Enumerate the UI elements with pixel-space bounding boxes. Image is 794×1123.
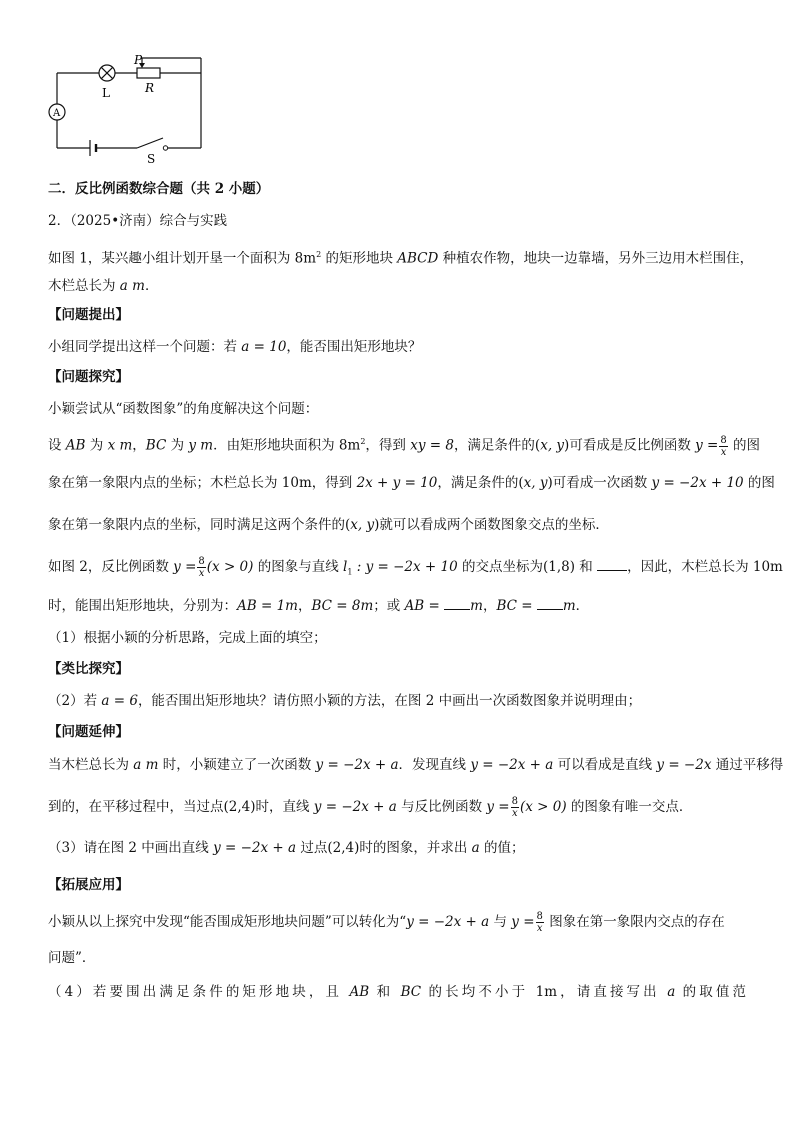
heading-extended-application: 【拓展应用】 — [48, 877, 129, 893]
subquestion-2: （2）若 a = 6，能否围出矩形地块？请仿照小颖的方法，在图 2 中画出一次函数图象并说明理由； — [48, 693, 642, 709]
explore-line-4: 象在第一象限内点的坐标，同时满足这两个条件的(x, y)就可以看成两个函数图象交点的坐标． — [48, 517, 609, 533]
circuit-diagram — [44, 54, 214, 166]
explore-line-2: 设 AB 为 x m，BC 为 y m．由矩形地块面积为 $8m^2$，得到 xy = 8，满足条件的(x, y)可看成是反比例函数 y = $\frac{8}{x}$ 的图 — [48, 434, 761, 458]
section-title: 二．反比例函数综合题（共 2 小题） — [48, 181, 270, 197]
heading-problem-explore: 【问题探究】 — [48, 369, 129, 385]
figure2-line-2: 时，能围出矩形地块，分别为：AB = 1m，BC = 8m；或 AB = m，BC = m． — [48, 598, 590, 614]
label-p: P — [134, 54, 143, 67]
intro-line-1: 如图 1，某兴趣小组计划开垦一个面积为 $8m^2$ 的矩形地块 ABCD 种植农作物，地块一边靠墙，另外三边用木栏围住， — [48, 250, 754, 267]
application-line-2: 问题”． — [48, 950, 96, 966]
blank-ab[interactable] — [444, 597, 470, 610]
explore-line-1: 小颖尝试从“函数图象”的角度解决这个问题： — [48, 401, 319, 417]
label-a: A — [53, 108, 61, 119]
blank-bc[interactable] — [537, 597, 563, 610]
fraction-8-over-x: $\frac{8}{x}$ — [720, 434, 727, 458]
label-r: R — [145, 81, 155, 95]
application-line-1: 小颖从以上探究中发现“能否围成矩形地块问题”可以转化为“y = −2x + a 与 y = $\frac{8}{x}$ 图象在第一象限内交点的存在 — [48, 911, 725, 934]
extension-line-1: 当木栏总长为 a m 时，小颖建立了一次函数 y = −2x + a．发现直线 y = −2x + a 可以看成是直线 y = −2x 通过平移得 — [48, 757, 784, 773]
fraction-8-over-x: $\frac{8}{x}$ — [198, 556, 205, 579]
heading-problem-extension: 【问题延伸】 — [48, 724, 129, 740]
label-l: L — [102, 86, 110, 100]
blank-intersection[interactable] — [597, 558, 627, 571]
question-line: 小组同学提出这样一个问题：若 a = 10，能否围出矩形地块？ — [48, 339, 422, 355]
figure2-line-1: 如图 2，反比例函数 y = $\frac{8}{x}$ (x > 0) 的图象与直线 $l_1$ : y = −2x + 10 的交点坐标为(1,8) 和 ，因此，木栏总长为 10m — [48, 556, 783, 579]
subquestion-1: （1）根据小颖的分析思路，完成上面的填空； — [48, 630, 327, 646]
heading-problem-raised: 【问题提出】 — [48, 307, 129, 323]
fraction-8-over-x: $\frac{8}{x}$ — [511, 796, 518, 819]
subquestion-3: （3）请在图 2 中画出直线 y = −2x + a 过点(2,4)时的图象，并求出 a 的值； — [48, 840, 525, 856]
heading-analogy-explore: 【类比探究】 — [48, 661, 129, 677]
fraction-8-over-x: $\frac{8}{x}$ — [536, 911, 543, 934]
label-s: S — [147, 152, 156, 166]
extension-line-2: 到的，在平移过程中，当过点(2,4)时，直线 y = −2x + a 与反比例函数 y = $\frac{8}{x}$ (x > 0) 的图象有唯一交点． — [48, 796, 693, 819]
explore-line-3: 象在第一象限内点的坐标；木栏总长为 10m，得到 2x + y = 10，满足条件的(x, y)可看成一次函数 y = −2x + 10 的图 — [48, 475, 775, 491]
subquestion-4: （4）若要围出满足条件的矩形地块，且 AB 和 BC 的长均不小于 1m，请直接写出 a 的取值范 — [48, 984, 746, 1000]
problem-number: 2．（2025•济南）综合与实践 — [48, 213, 228, 229]
intro-line-2: 木栏总长为 a m． — [48, 278, 159, 294]
